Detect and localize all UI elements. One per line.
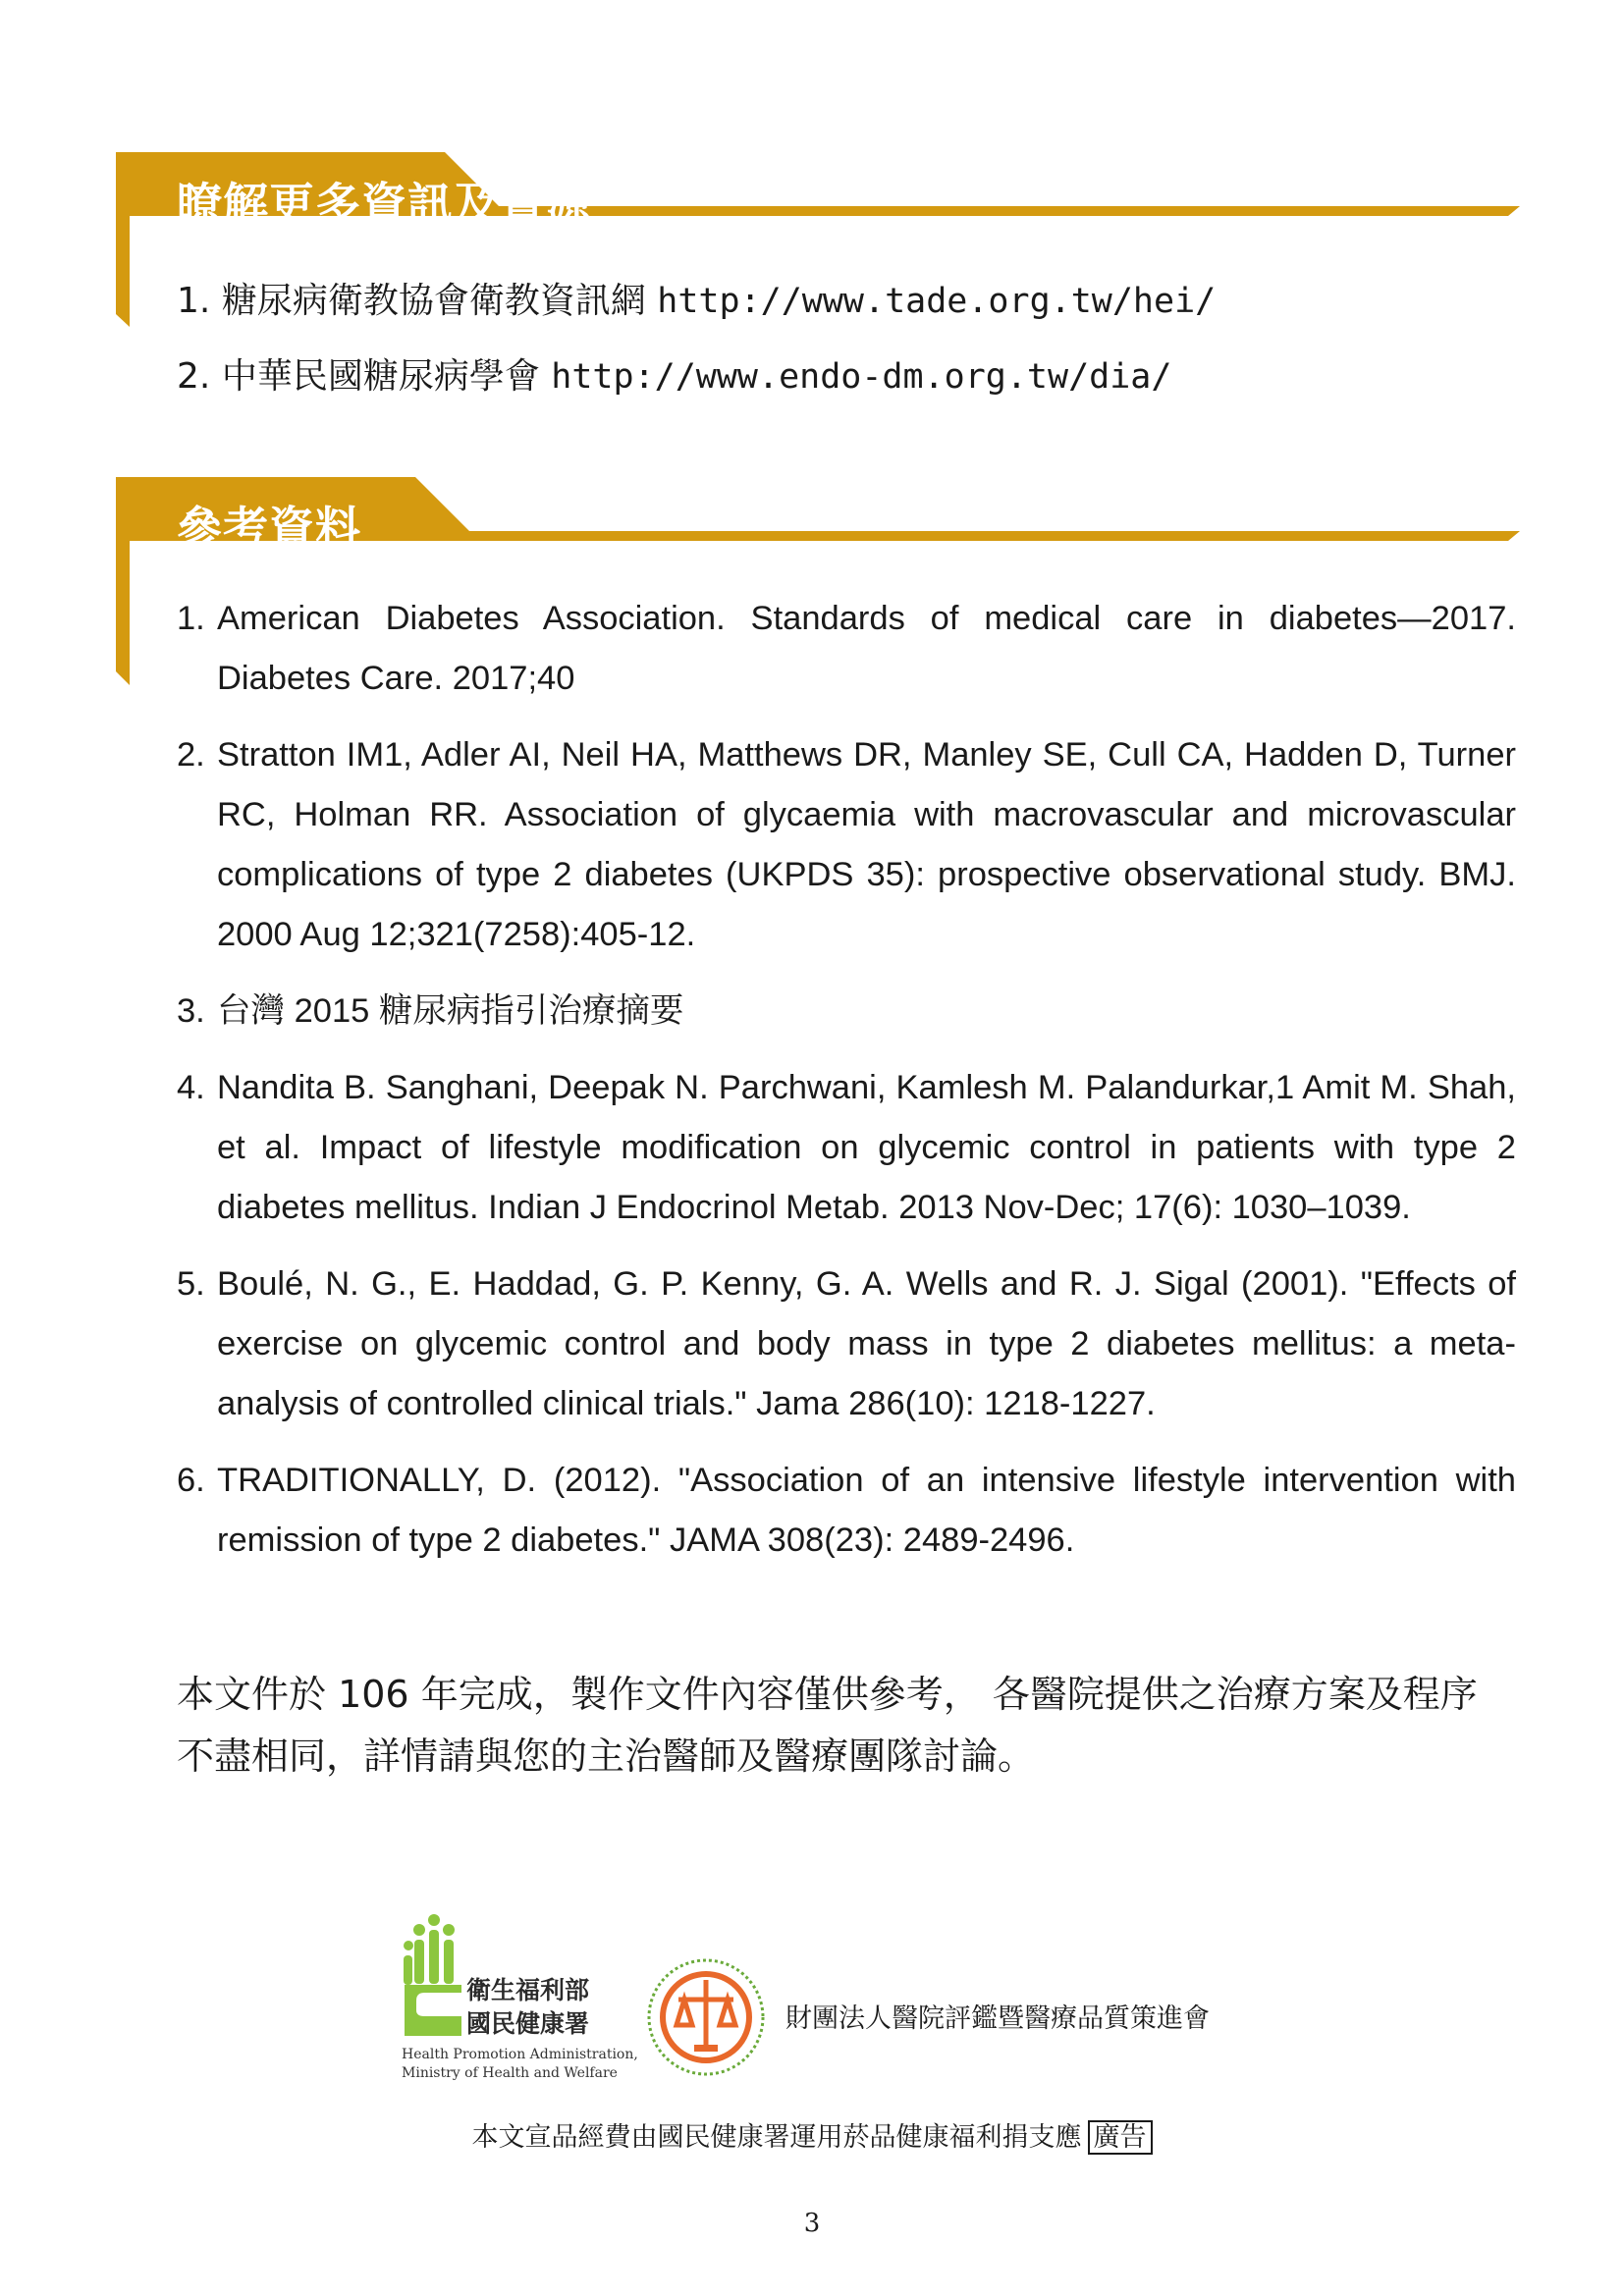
hpa-name-en: Health Promotion Administration, [402, 2047, 638, 2062]
resource-name: 糖尿病衛教協會衛教資訊網 [221, 281, 646, 321]
resource-item [177, 348, 1171, 399]
jct-seal-icon [645, 1956, 767, 2078]
reference-item [177, 982, 1516, 1041]
reference-number: 6. [177, 1462, 205, 1499]
resource-number: 1. [177, 281, 211, 321]
hpa-logo [398, 1912, 638, 2084]
reference-number: 5. [177, 1265, 205, 1303]
reference-item [177, 725, 1516, 965]
reference-item [177, 589, 1516, 709]
reference-text: Nandita B. Sanghani, Deepak N. Parchwani, Kamlesh M. Palandurkar,1 Amit M. Shah, et al. Impact of lifestyle modification on glycemic control in patients with type 2 diabetes mellitus. Indian J Endocrinol Metab. 2013 Nov-Dec; 17(6): 1030–1039. [217, 1069, 1516, 1226]
hpa-name-en: Ministry of Health and Welfare [402, 2065, 618, 2081]
resource-link[interactable]: http://www.endo-dm.org.tw/dia/ [551, 357, 1172, 397]
funding-text: 本文宣品經費由國民健康署運用菸品健康福利捐支應 [471, 2122, 1082, 2153]
reference-text: American Diabetes Association. Standards of medical care in diabetes—2017. Diabetes Care. 2017;40 [217, 600, 1516, 697]
reference-text: Stratton IM1, Adler AI, Neil HA, Matthews DR, Manley SE, Cull CA, Hadden D, Turner RC, Holman RR. Association of glycaemia with macrovascular and microvascular complications of type 2 diabetes (UKPDS 35): prospective observational study. BMJ. 2000 Aug 12;321(7258):405-12. [217, 736, 1516, 953]
reference-text: Boulé, N. G., E. Haddad, G. P. Kenny, G. A. Wells and R. J. Sigal (2001). "Effects of exercise on glycemic control and body mass in type 2 diabetes mellitus: a meta-analysis of controlled clinical trials." Jama 286(10): 1218-1227. [217, 1265, 1516, 1422]
hand-logo-icon [403, 1912, 465, 2038]
hpa-name-zh: 衛生福利部 [466, 1976, 590, 2004]
resource-link[interactable]: http://www.tade.org.tw/hei/ [657, 282, 1217, 321]
reference-number: 2. [177, 736, 205, 774]
hpa-name-zh: 國民健康署 [466, 2009, 590, 2038]
disclaimer-line: 本文件於 106 年完成，製作文件內容僅供參考， 各醫院提供之治療方案及程序 [177, 1673, 1478, 1716]
resource-name: 中華民國糖尿病學會 [221, 356, 540, 397]
page-number: 3 [803, 2209, 821, 2238]
reference-list [177, 589, 1516, 1587]
reference-item [177, 1451, 1516, 1571]
section-title-references: 參考資料 [177, 502, 361, 555]
funding-statement [0, 2115, 1624, 2154]
section-title-resources: 瞭解更多資訊及資源 [177, 178, 592, 231]
reference-text: TRADITIONALLY, D. (2012). "Association of an intensive lifestyle intervention with remission of type 2 diabetes." JAMA 308(23): 2489-2496. [217, 1462, 1516, 1559]
disclaimer-notice [177, 1664, 1522, 1788]
disclaimer-line: 不盡相同，詳情請與您的主治醫師及醫療團隊討論。 [177, 1735, 1036, 1778]
reference-number: 3. [177, 992, 205, 1030]
resource-item [177, 273, 1216, 323]
reference-item [177, 1255, 1516, 1434]
reference-number: 4. [177, 1069, 205, 1106]
reference-text: 台灣 2015 糖尿病指引治療摘要 [217, 992, 684, 1030]
jct-name: 財團法人醫院評鑑暨醫療品質策進會 [785, 2003, 1210, 2034]
resource-number: 2. [177, 356, 211, 397]
reference-item [177, 1058, 1516, 1238]
sponsor-logos [398, 1912, 1242, 2084]
reference-number: 1. [177, 600, 205, 637]
ad-label: 廣告 [1088, 2120, 1153, 2155]
